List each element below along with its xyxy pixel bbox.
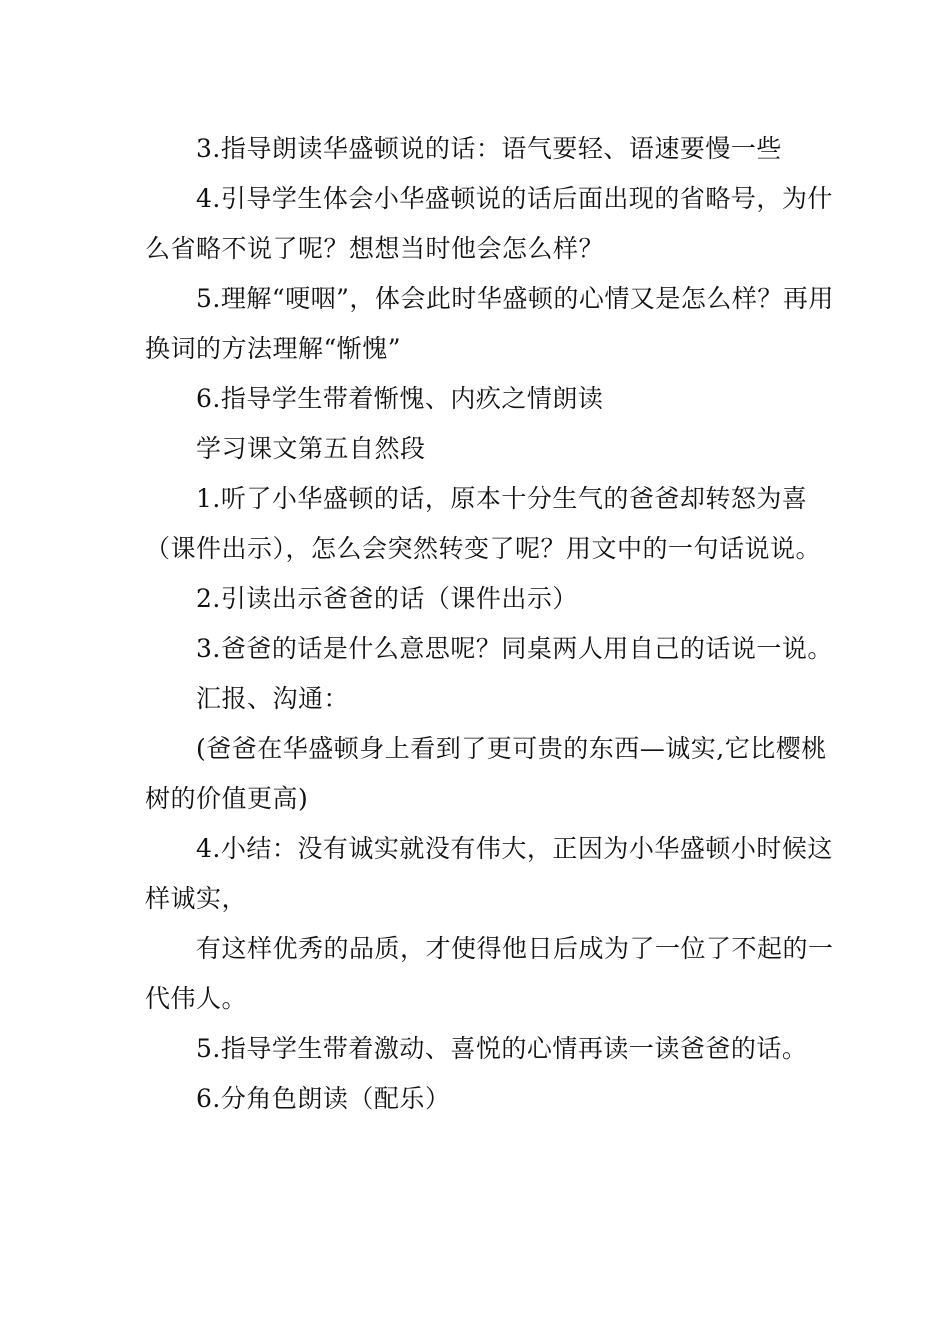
paragraph-2: 4.引导学生体会小华盛顿说的话后面出现的省略号，为什么省略不说了呢？想想当时他会怎么样？ [145, 184, 833, 263]
paragraph-9: 汇报、沟通： [196, 684, 350, 713]
paragraph-4: 6.指导学生带着惭愧、内疚之情朗读 [196, 384, 604, 413]
paragraph-14: 6.分角色朗读（配乐） [196, 1084, 451, 1113]
paragraph-13: 5.指导学生带着激动、喜悦的心情再读一读爸爸的话。 [196, 1034, 808, 1063]
document-body [145, 124, 835, 1124]
section-heading: 学习课文第五自然段 [196, 434, 426, 463]
paragraph-3: 5.理解“哽咽”，体会此时华盛顿的心情又是怎么样？再用换词的方法理解“惭愧” [145, 284, 834, 363]
paragraph-10: (爸爸在华盛顿身上看到了更可贵的东西—诚实,它比樱桃树的价值更高) [145, 734, 827, 813]
paragraph-7: 2.引读出示爸爸的话（课件出示） [196, 584, 578, 613]
paragraph-8: 3.爸爸的话是什么意思呢？同桌两人用自己的话说一说。 [196, 634, 833, 663]
paragraph-12: 有这样优秀的品质，才使得他日后成为了一位了不起的一代伟人。 [145, 934, 834, 1013]
paragraph-11: 4.小结：没有诚实就没有伟大，正因为小华盛顿小时候这样诚实， [145, 834, 833, 913]
paragraph-1: 3.指导朗读华盛顿说的话：语气要轻、语速要慢一些 [196, 134, 782, 163]
paragraph-6: 1.听了小华盛顿的话，原本十分生气的爸爸却转怒为喜（课件出示），怎么会突然转变了呢？用文中的一句话说说。 [145, 484, 822, 563]
